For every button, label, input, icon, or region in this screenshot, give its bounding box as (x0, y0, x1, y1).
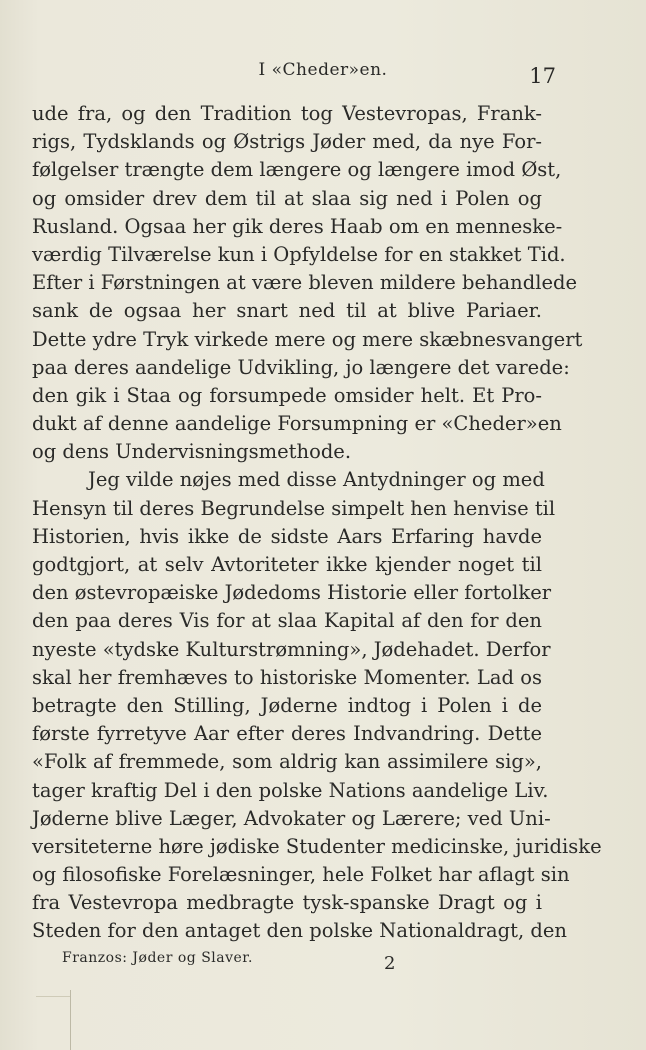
running-header: I «Cheder»en. (258, 60, 388, 80)
page-number: 17 (529, 64, 556, 88)
text-line: rigs, Tydsklands og Østrigs Jøder med, da nye For- (32, 130, 542, 154)
text-line: sank de ogsaa her snart ned til at blive Pariaer. (32, 299, 542, 323)
text-line: Steden for den antaget den polske Nationaldragt, den (32, 919, 567, 943)
text-line: versiteterne høre jødiske Studenter medicinske, juridiske (32, 834, 602, 858)
text-line: første fyrretyve Aar efter deres Indvandring. Dette (32, 722, 542, 746)
sheet-number: 2 (384, 953, 396, 974)
text-line: og filosofiske Forelæsninger, hele Folket har aflagt sin (32, 863, 570, 887)
text-line: ude fra, og den Tradition tog Vestevropas, Frank- (32, 102, 542, 125)
text-line: den østevropæiske Jødedoms Historie eller fortolker (32, 581, 552, 605)
text-line: den paa deres Vis for at slaa Kapital af den for den (32, 609, 542, 633)
text-line: Jøderne blive Læger, Advokater og Lærere; ved Uni- (32, 806, 551, 830)
text-line: dukt af denne aandelige Forsumpning er «Cheder»en (32, 412, 562, 436)
text-line: Rusland. Ogsaa her gik deres Haab om en menneske- (32, 214, 563, 238)
text-line: fra Vestevropa medbragte tysk-spanske Dragt og i (32, 891, 542, 915)
text-line: Efter i Førstningen at være bleven mildere behandlede (32, 271, 578, 295)
text-line: og omsider drev dem til at slaa sig ned i Polen og (32, 186, 542, 210)
margin-rule (70, 990, 71, 1050)
text-line: tager kraftig Del i den polske Nations aandelige Liv. (32, 778, 549, 802)
signature-mark: Franzos: Jøder og Slaver. (62, 950, 253, 966)
text-line: «Folk af fremmede, som aldrig kan assimilere sig», (32, 750, 542, 774)
margin-tick (36, 996, 70, 997)
text-line: Historien, hvis ikke de sidste Aars Erfaring havde (32, 524, 542, 548)
text-line: værdig Tilværelse kun i Opfyldelse for en stakket Tid. (32, 242, 566, 266)
text-line: godtgjort, at selv Avtoriteter ikke kjender noget til (32, 553, 542, 576)
text-line: betragte den Stilling, Jøderne indtog i Polen i de (32, 693, 542, 717)
text-line: følgelser trængte dem længere og længere imod Øst, (32, 158, 562, 182)
text-line: Hensyn til deres Begrundelse simpelt hen henvise til (32, 496, 556, 520)
text-line: skal her fremhæves to historiske Momenter. Lad os (32, 665, 542, 689)
text-line: Jeg vilde nøjes med disse Antydninger og med (88, 468, 545, 492)
text-line: og dens Undervisningsmethode. (32, 440, 352, 464)
text-line: Dette ydre Tryk virkede mere og mere skæbnesvangert (32, 327, 583, 351)
text-line: den gik i Staa og forsumpede omsider helt. Et Pro- (32, 383, 542, 407)
text-line: nyeste «tydske Kulturstrømning», Jødehadet. Derfor (32, 637, 551, 661)
text-line: paa deres aandelige Udvikling, jo længere det varede: (32, 355, 570, 379)
body-text (32, 100, 602, 946)
